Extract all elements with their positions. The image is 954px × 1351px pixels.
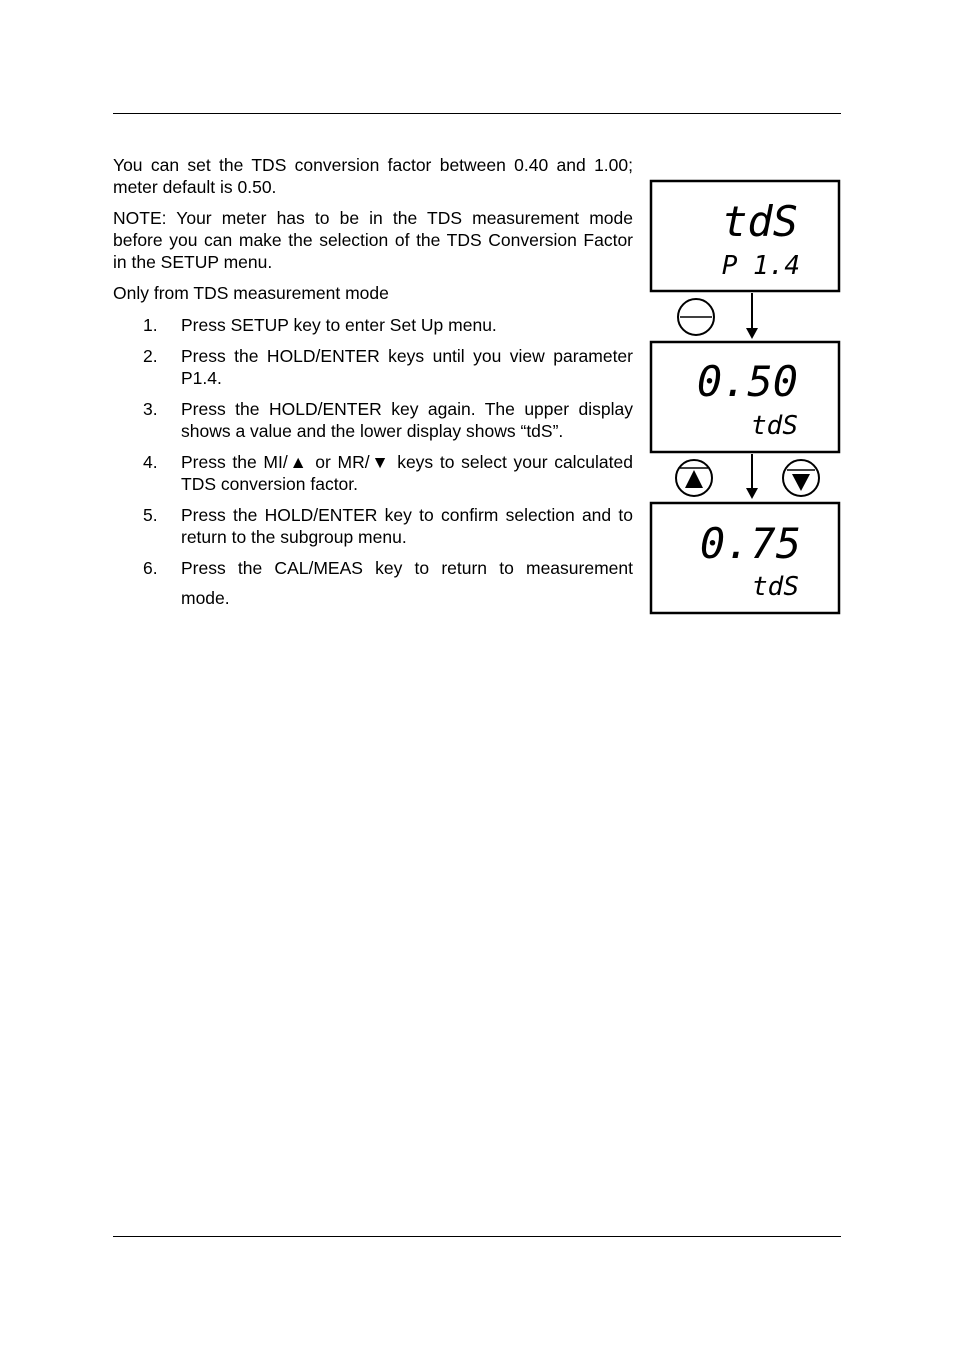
hold-enter-key-icon [678,299,714,335]
lcd-upper-value: tdS [722,197,798,246]
header-rule [113,113,841,114]
steps-list [113,314,633,613]
lcd-display-2 [651,342,839,452]
lcd-upper-value: 0.75 [699,519,801,568]
list-item: 5. Press the HOLD/ENTER key to confirm selection and to return to the subgroup menu. [143,505,633,547]
footer-rule [113,1236,841,1237]
list-item: 2. Press the HOLD/ENTER keys until you view parameter P1.4. [143,346,633,388]
lcd-lower-value: P 1.4 [721,251,800,281]
lcd-lower-value: tdS [752,572,799,602]
note-paragraph: NOTE: Your meter has to be in the TDS measurement mode before you can make the selection of the TDS Conversion Factor in the SETUP menu. [113,208,633,272]
mode-line: Only from TDS measurement mode [113,283,389,303]
lcd-display-3 [651,503,839,613]
intro-paragraph: You can set the TDS conversion factor between 0.40 and 1.00; meter default is 0.50. [113,155,633,197]
lcd-display-1 [651,181,839,291]
arrow-down-icon [746,454,758,499]
list-item: 3. Press the HOLD/ENTER key again. The upper display shows a value and the lower display shows “tdS”. [143,399,633,441]
instruction-text [113,154,633,622]
list-item: 6. Press the CAL/MEAS key to return to measurement mode. [143,558,633,608]
arrow-down-icon [746,293,758,339]
down-key-icon [783,460,819,496]
list-item: 4. Press the MI/▲ or MR/▼ keys to select your calculated TDS conversion factor. [143,452,633,494]
lcd-sequence-figure [648,178,844,618]
list-item: 1. Press SETUP key to enter Set Up menu. [143,315,497,335]
lcd-lower-value: tdS [751,411,798,441]
lcd-upper-value: 0.50 [696,357,798,406]
up-key-icon [676,460,712,496]
lcd-sequence-svg [648,178,844,618]
